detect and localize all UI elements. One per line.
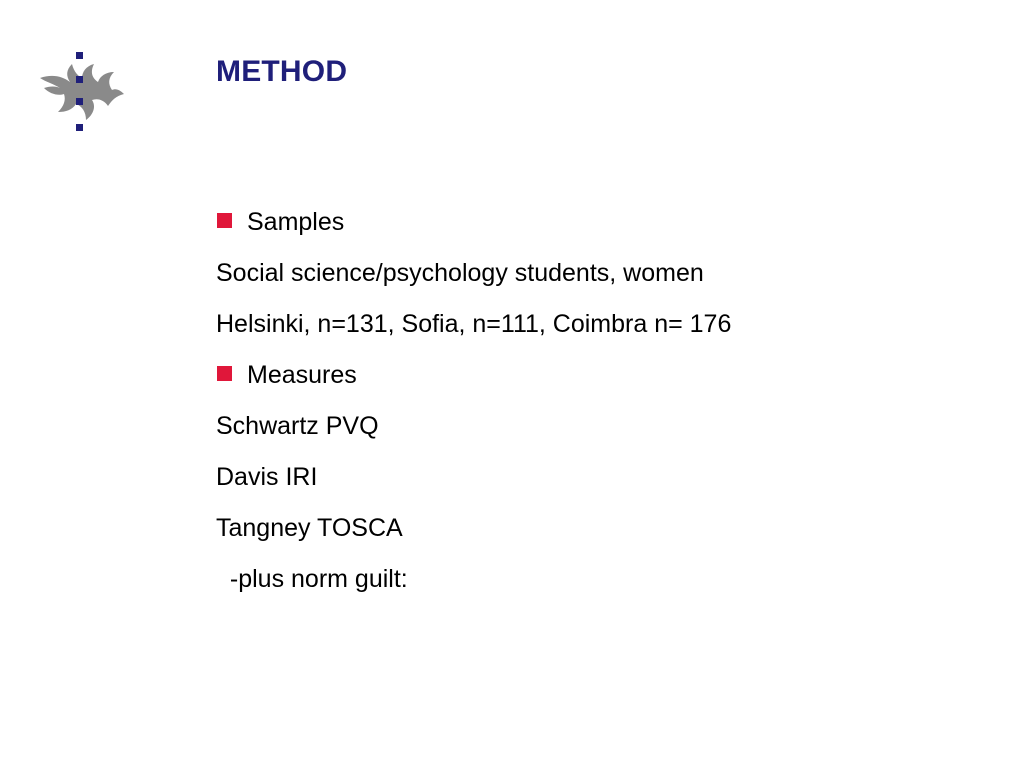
line-text: Helsinki, n=131, Sofia, n=111, Coimbra n= 176 — [216, 309, 732, 338]
square-bullet-icon — [217, 366, 232, 381]
line-text: Tangney TOSCA — [216, 513, 403, 542]
bullet-text: Samples — [247, 207, 345, 236]
text-line — [216, 451, 996, 502]
university-flame-logo-icon — [36, 44, 126, 136]
text-line — [216, 247, 996, 298]
line-text: Schwartz PVQ — [216, 411, 379, 440]
bullet-item — [216, 349, 996, 400]
bullet-item — [216, 196, 996, 247]
text-line — [216, 298, 996, 349]
text-line — [216, 502, 996, 553]
text-line — [216, 400, 996, 451]
slide-body — [216, 196, 996, 604]
line-text: Social science/psychology students, women — [216, 258, 704, 287]
line-text: Davis IRI — [216, 462, 318, 491]
bullet-text: Measures — [247, 360, 357, 389]
university-logo — [36, 44, 126, 136]
line-text: -plus norm guilt: — [216, 564, 408, 593]
slide-title: METHOD — [216, 55, 348, 88]
square-bullet-icon — [217, 213, 232, 228]
text-line — [216, 553, 996, 604]
